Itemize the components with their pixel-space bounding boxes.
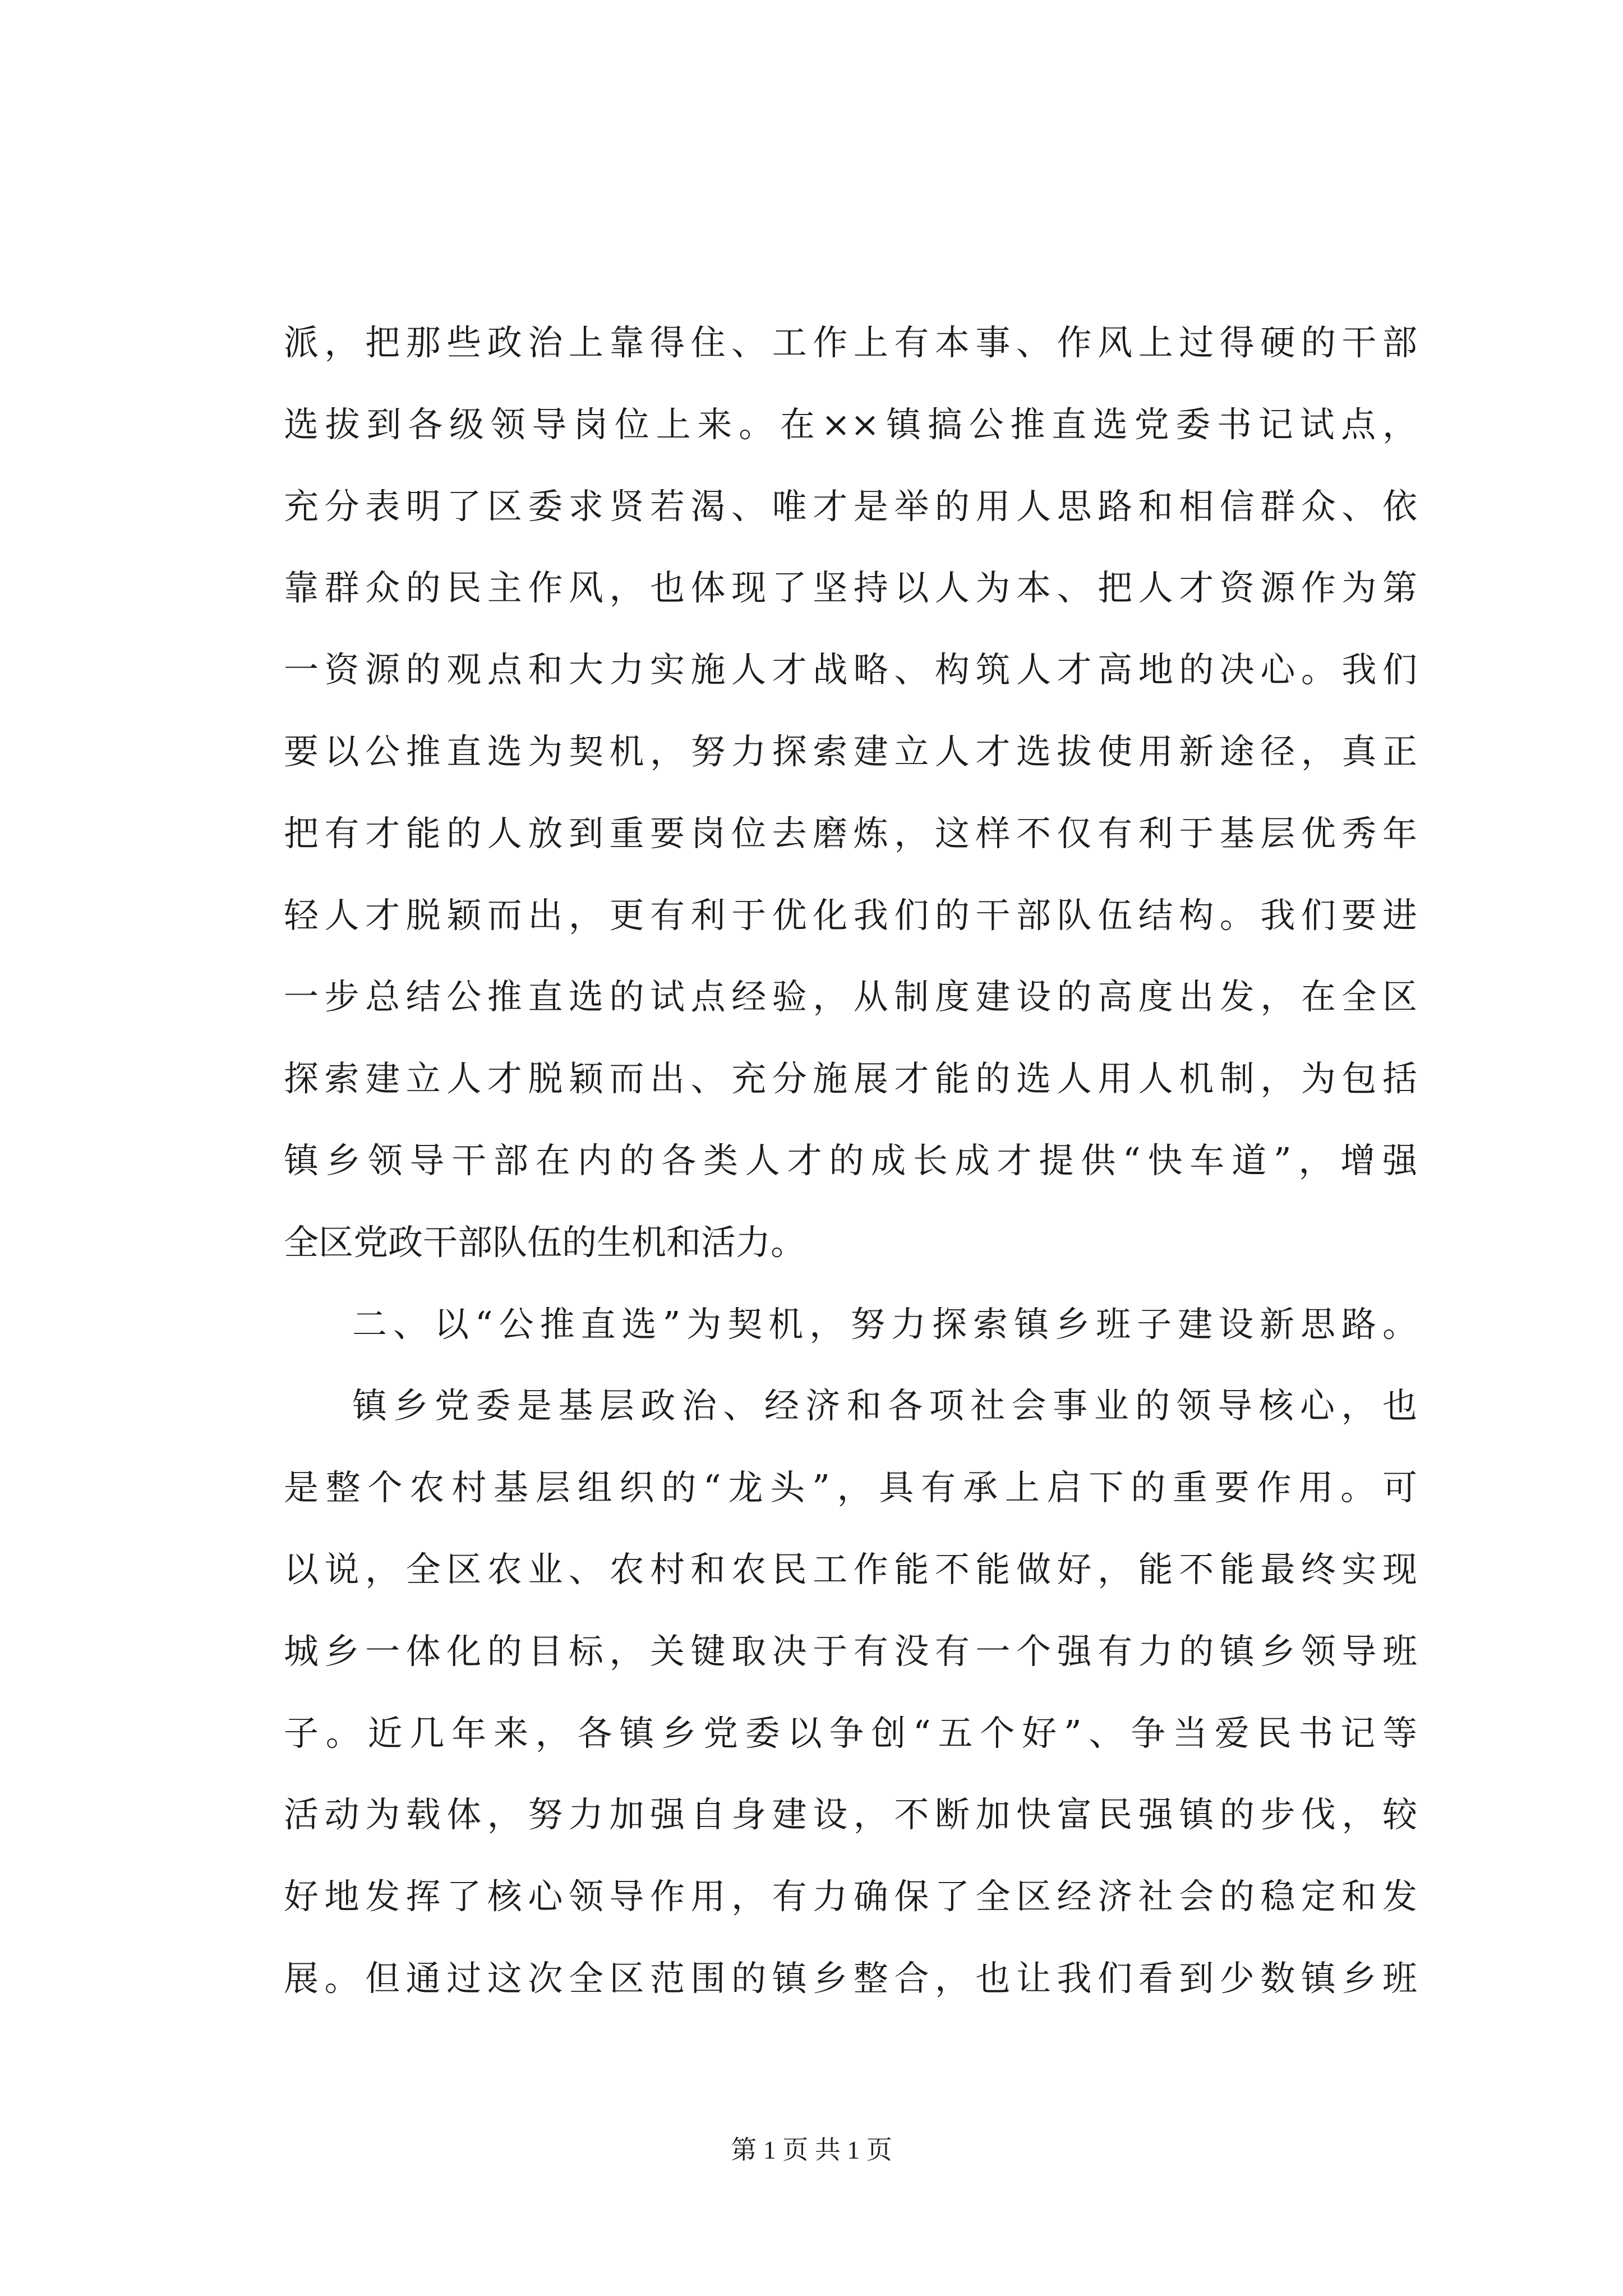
text-line: 探索建立人才脱颖而出、充分施展才能的选人用人机制，为包括 [284,1058,1417,1099]
text-line: 轻人才脱颖而出，更有利于优化我们的干部队伍结构。我们要进 [284,894,1417,936]
paragraph [284,302,1417,1283]
text-line: 把有才能的人放到重要岗位去磨炼，这样不仅有利于基层优秀年 [284,812,1417,854]
text-line: 靠群众的民主作风，也体现了坚持以人为本、把人才资源作为第 [284,567,1417,609]
text-line: 好地发挥了核心领导作用，有力确保了全区经济社会的稳定和发 [284,1876,1417,1917]
text-line: 一资源的观点和大力实施人才战略、构筑人才高地的决心。我们 [284,649,1417,691]
text-line: 是整个农村基层组织的“龙头”，具有承上启下的重要作用。可 [284,1467,1417,1508]
text-line: 充分表明了区委求贤若渴、唯才是举的用人思路和相信群众、依 [284,485,1417,527]
text-line: 活动为载体，努力加强自身建设，不断加快富民强镇的步伐，较 [284,1794,1417,1835]
text-line: 一步总结公推直选的试点经验，从制度建设的高度出发，在全区 [284,976,1417,1018]
text-line: 镇乡党委是基层政治、经济和各项社会事业的领导核心，也 [352,1385,1417,1427]
text-line: 以说，全区农业、农村和农民工作能不能做好，能不能最终实现 [284,1548,1417,1590]
section-heading [284,1283,1417,1365]
section-heading-text: 二、以“公推直选”为契机，努力探索镇乡班子建设新思路。 [352,1303,1417,1345]
page-footer [0,2132,1623,2169]
text-line: 全区党政干部队伍的生机和活力。 [284,1221,806,1263]
page-number-label: 第 1 页 共 1 页 [731,2136,892,2164]
text-line: 派，把那些政治上靠得住、工作上有本事、作风上过得硬的干部 [284,322,1417,363]
text-line: 选拔到各级领导岗位上来。在××镇搞公推直选党委书记试点， [284,403,1417,445]
text-line: 要以公推直选为契机，努力探索建立人才选拔使用新途径，真正 [284,730,1417,772]
text-line: 子。近几年来，各镇乡党委以争创“五个好”、争当爱民书记等 [284,1712,1417,1754]
text-line: 展。但通过这次全区范围的镇乡整合，也让我们看到少数镇乡班 [284,1957,1417,1999]
paragraph [284,1365,1417,2019]
text-line: 城乡一体化的目标，关键取决于有没有一个强有力的镇乡领导班 [284,1630,1417,1672]
text-line: 镇乡领导干部在内的各类人才的成长成才提供“快车道”，增强 [284,1139,1417,1181]
document-body [284,302,1417,2019]
